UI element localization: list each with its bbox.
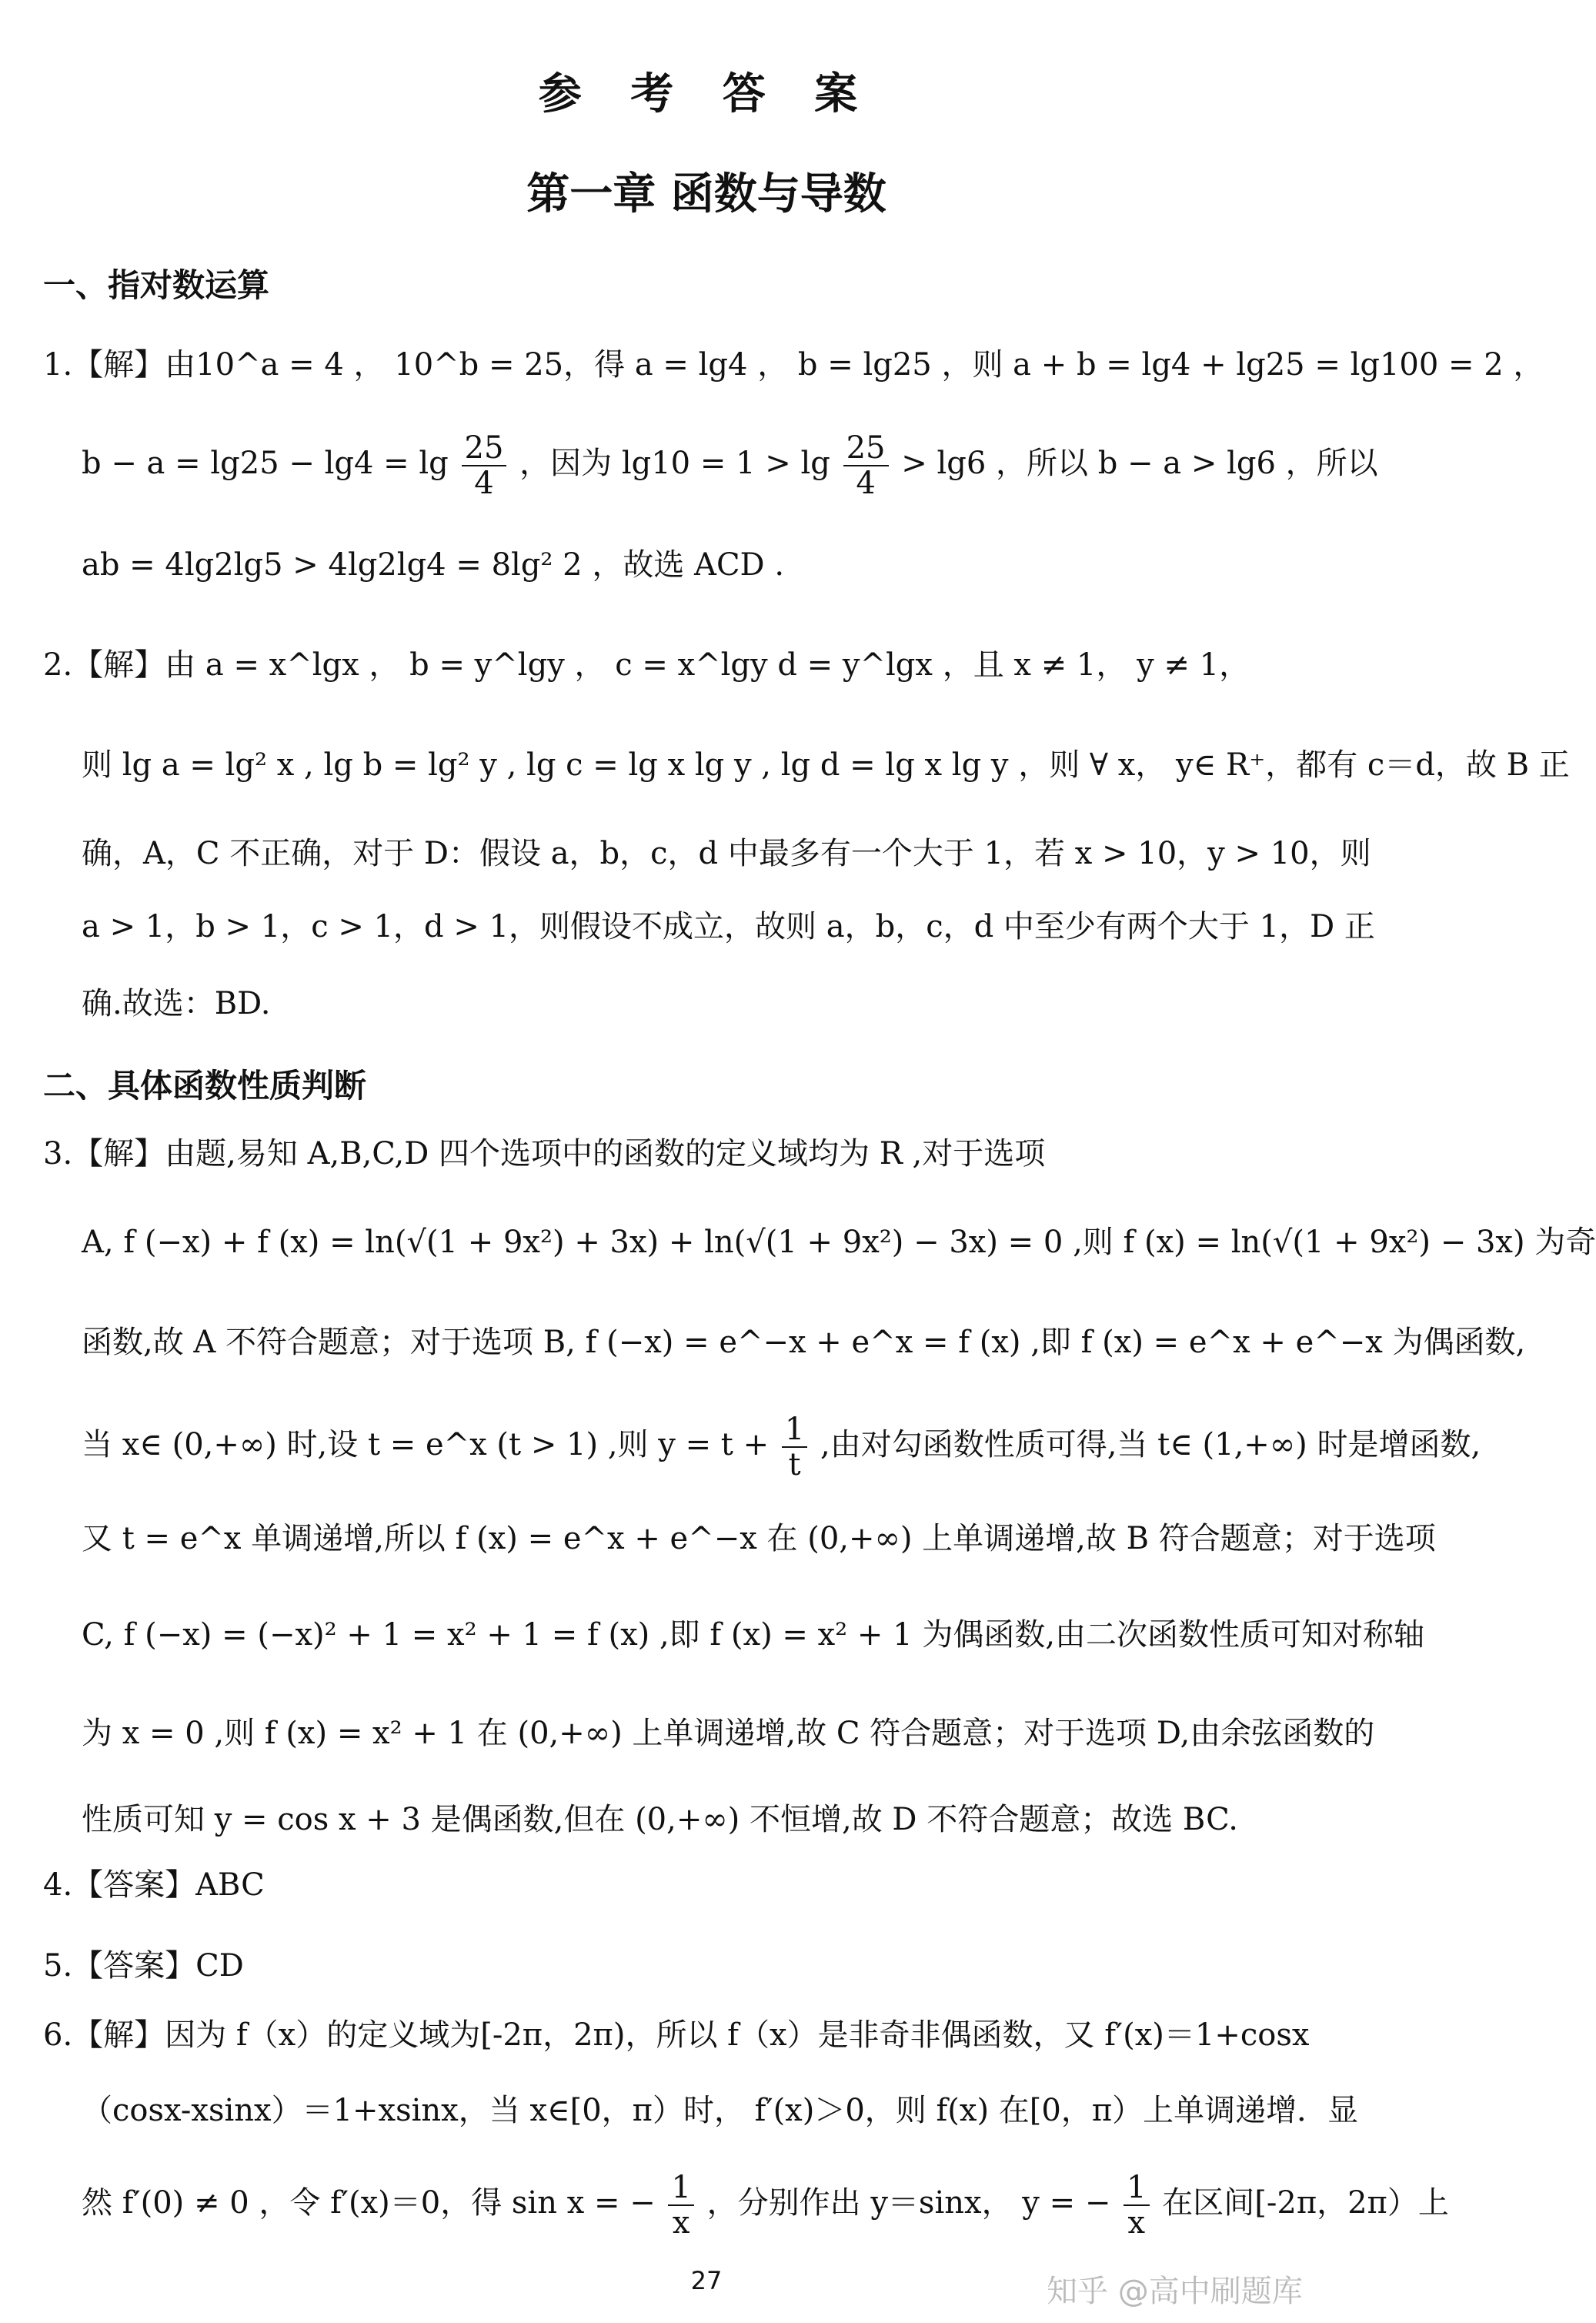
section-heading-1: 一、指对数运算 xyxy=(43,266,270,304)
q3-line-3: 函数,故 A 不符合题意；对于选项 B, f (−x) = e^−x + e^x = f (x) ,即 f (x) = e^x + e^−x 为偶函数, xyxy=(82,1325,1526,1360)
q5-answer: 5.【答案】CD xyxy=(43,1948,244,1984)
q1-given: 10^a = 4 ， 10^b = 25 xyxy=(195,347,564,383)
page-number: 27 xyxy=(690,2266,723,2295)
page-title: 参 考 答 案 xyxy=(538,69,875,119)
q3-line-8: 性质可知 y = cos x + 3 是偶函数,但在 (0,+∞) 不恒增,故 D 不符合题意；故选 BC. xyxy=(82,1802,1238,1837)
q2-line-4: a > 1，b > 1，c > 1，d > 1，则假设不成立，故则 a，b，c，d 中至少有两个大于 1，D 正 xyxy=(82,909,1375,944)
q4-answer: 4.【答案】ABC xyxy=(43,1867,265,1903)
q2-line-3: 确，A，C 不正确，对于 D：假设 a，b，c，d 中最多有一个大于 1，若 x > 10，y > 10，则 xyxy=(82,836,1371,871)
q3-line-2: A, f (−x) + f (x) = ln(√(1 + 9x²) + 3x) + ln(√(1 + 9x²) − 3x) = 0 ,则 f (x) = ln(√(1 + 9x²) − 3x) 为奇 xyxy=(82,1225,1596,1260)
fraction-1-over-x: $\frac{1}{x}$ xyxy=(668,2171,693,2240)
q3-line-1: 3.【解】由题,易知 A,B,C,D 四个选项中的函数的定义域均为 R ,对于选项 xyxy=(43,1136,1046,1172)
q3-line-6: C, f (−x) = (−x)² + 1 = x² + 1 = f (x) ,即 f (x) = x² + 1 为偶函数,由二次函数性质可知对称轴 xyxy=(82,1617,1425,1653)
watermark: 知乎 @高中刷题库 xyxy=(1047,2274,1303,2309)
q6-line-3: 然 f′(0) ≠ 0 ，令 f′(x)＝0，得 sin x = − $\frac{1}{x}$ ，分别作出 y＝sinx， y = − $\frac{1}{x}$ 在区间[-2π，2π）上 xyxy=(82,2170,1449,2241)
q1-line-1: 1.【解】由10^a = 4 ， 10^b = 25，得 a = lg4 ， b = lg25 ，则 a + b = lg4 + lg25 = lg100 = 2 ， xyxy=(43,347,1544,383)
q1-line-3: ab = 4lg2lg5 > 4lg2lg4 = 8lg² 2 ，故选 ACD . xyxy=(82,547,785,583)
section-heading-2: 二、具体函数性质判断 xyxy=(43,1067,367,1105)
q2-line-5: 确.故选：BD. xyxy=(82,986,271,1021)
q3-line-4: 当 x∈ (0,+∞) 时,设 t = e^x (t > 1) ,则 y = t + $\frac{1}{t}$ ,由对勾函数性质可得,当 t∈ (1,+∞) 时是增函数, xyxy=(82,1412,1481,1482)
fraction-25-over-4: $\frac{25}{4}$ xyxy=(462,431,507,500)
fraction-1-over-t: $\frac{1}{t}$ xyxy=(782,1412,807,1482)
chapter-title: 第一章 函数与导数 xyxy=(526,169,886,219)
q1-line-2: b − a = lg25 − lg4 = lg $\frac{25}{4}$ ，因为 lg10 = 1 > lg $\frac{25}{4}$ > lg6 ，所以 b − a > lg6 ，所以 xyxy=(82,430,1378,501)
q6-line-1: 6.【解】因为 f（x）的定义域为[-2π，2π)，所以 f（x）是非奇非偶函数，又 f′(x)＝1+cosx xyxy=(43,2017,1310,2053)
q3-line-5: 又 t = e^x 单调递增,所以 f (x) = e^x + e^−x 在 (0,+∞) 上单调递增,故 B 符合题意；对于选项 xyxy=(82,1521,1436,1556)
fraction-25-over-4-b: $\frac{25}{4}$ xyxy=(843,431,889,500)
fraction-1-over-x-b: $\frac{1}{x}$ xyxy=(1124,2171,1149,2240)
q3-line-7: 为 x = 0 ,则 f (x) = x² + 1 在 (0,+∞) 上单调递增,故 C 符合题意；对于选项 D,由余弦函数的 xyxy=(82,1716,1375,1751)
q6-line-2: （cosx-xsinx）＝1+xsinx，当 x∈[0，π）时， f′(x)＞0，则 f(x) 在[0，π）上单调递增．显 xyxy=(82,2093,1359,2128)
q2-line-2: 则 lg a = lg² x , lg b = lg² y , lg c = lg x lg y , lg d = lg x lg y ，则 ∀ x， y∈ R⁺，都有 c＝d，故 B 正 xyxy=(82,747,1570,783)
q2-line-1: 2.【解】由 a = x^lgx ， b = y^lgy ， c = x^lgy d = y^lgx ，且 x ≠ 1， y ≠ 1， xyxy=(43,647,1250,683)
